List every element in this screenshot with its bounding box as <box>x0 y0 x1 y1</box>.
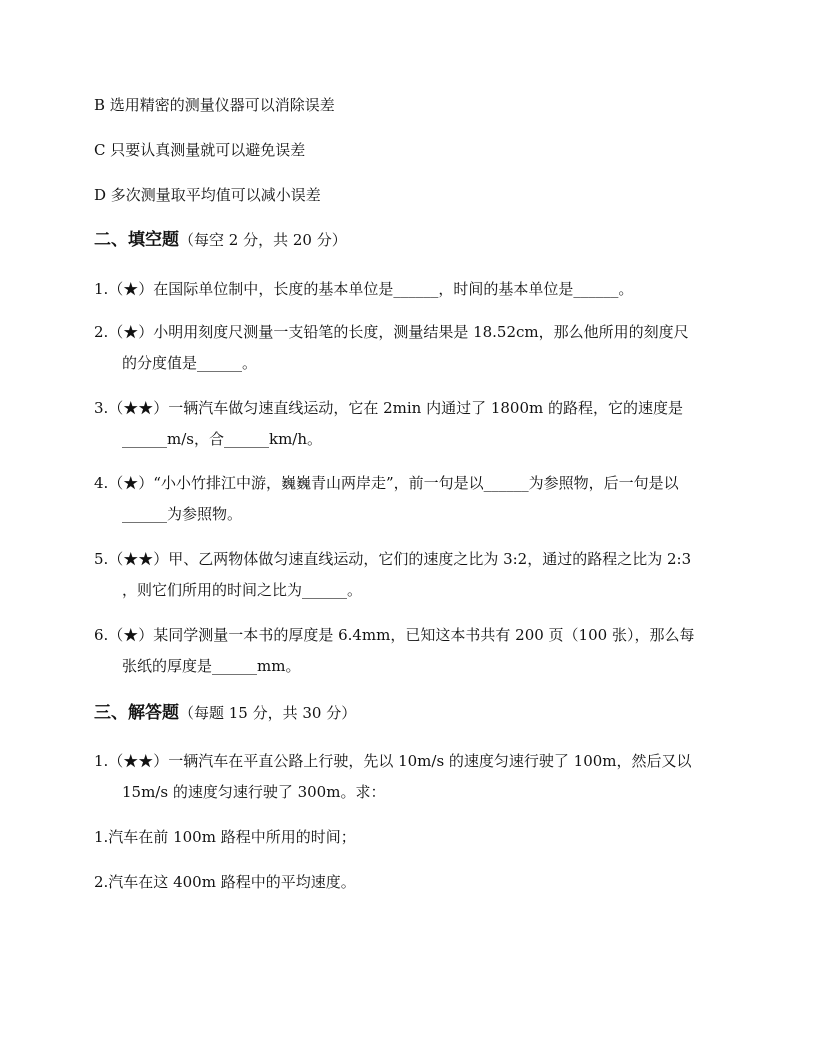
answer-question-1-line2: 15m/s 的速度匀速行驶了 300m。求： <box>122 783 386 801</box>
section3-heading <box>94 702 722 724</box>
section2-title: 二、填空题 <box>94 230 179 250</box>
fill-question-4-line2: ______为参照物。 <box>122 505 243 523</box>
section3-title: 三、解答题 <box>94 703 179 723</box>
answer-question-1-line1: 1.（★★）一辆汽车在平直公路上行驶，先以 10m/s 的速度匀速行驶了 100m，然后又以 <box>94 752 692 770</box>
fill-question-3-line2: ______m/s，合______km/h。 <box>122 430 323 448</box>
option-d: D 多次测量取平均值可以减小误差 <box>94 186 321 204</box>
option-c: C 只要认真测量就可以避免误差 <box>94 141 306 159</box>
fill-question-2-line1: 2.（★）小明用刻度尺测量一支铅笔的长度，测量结果是 18.52cm，那么他所用的刻度尺 <box>94 323 689 341</box>
sub-question-2: 2.汽车在这 400m 路程中的平均速度。 <box>94 873 356 891</box>
fill-question-6-line2: 张纸的厚度是______mm。 <box>122 657 301 675</box>
section3-note: （每题 15 分，共 30 分） <box>179 704 357 722</box>
option-b: B 选用精密的测量仪器可以消除误差 <box>94 96 335 114</box>
fill-question-1: 1.（★）在国际单位制中，长度的基本单位是______，时间的基本单位是______。 <box>94 280 634 298</box>
fill-question-4-line1: 4.（★）“小小竹排江中游，巍巍青山两岸走”，前一句是以______为参照物，后一句是以 <box>94 474 679 492</box>
fill-question-6-line1: 6.（★）某同学测量一本书的厚度是 6.4mm，已知这本书共有 200 页（100 张），那么每 <box>94 626 695 644</box>
fill-question-5-line1: 5.（★★）甲、乙两物体做匀速直线运动，它们的速度之比为 3:2，通过的路程之比为 2:3 <box>94 550 692 568</box>
section2-heading <box>94 229 722 251</box>
sub-question-1: 1.汽车在前 100m 路程中所用的时间； <box>94 828 356 846</box>
section2-note: （每空 2 分，共 20 分） <box>179 231 347 249</box>
fill-question-3-line1: 3.（★★）一辆汽车做匀速直线运动，它在 2min 内通过了 1800m 的路程，它的速度是 <box>94 399 684 417</box>
fill-question-5-line2: ，则它们所用的时间之比为______。 <box>122 581 363 599</box>
fill-question-2-line2: 的分度值是______。 <box>122 354 258 372</box>
